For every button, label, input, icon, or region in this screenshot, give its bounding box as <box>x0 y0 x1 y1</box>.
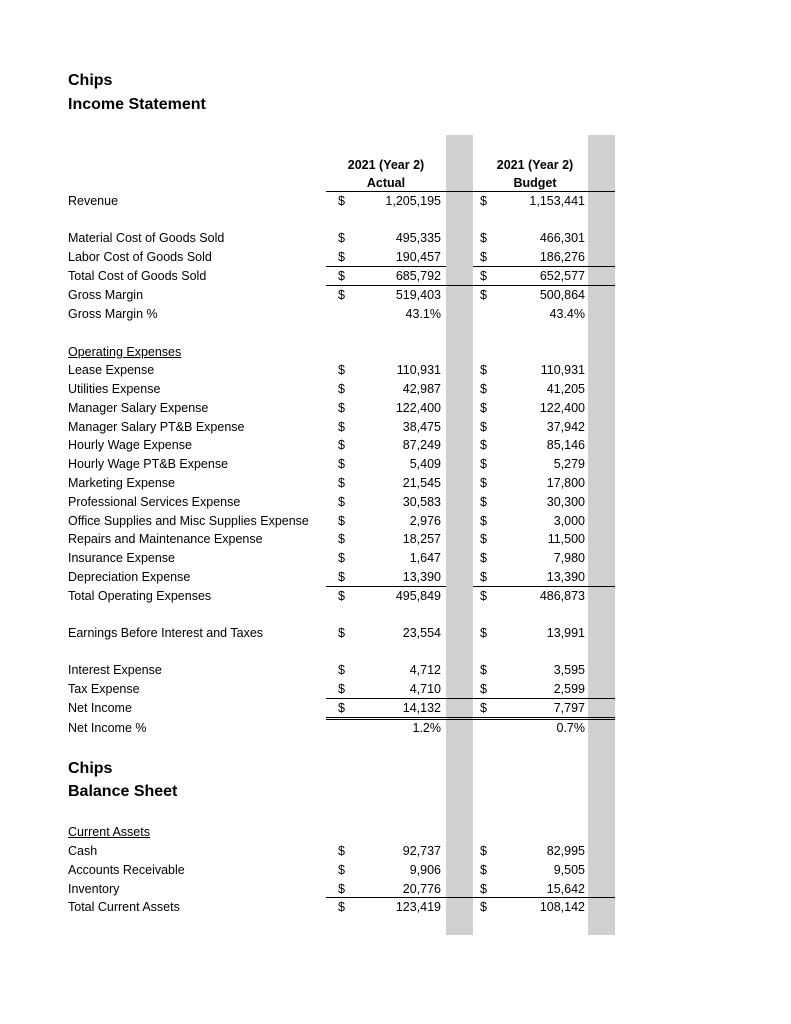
actual-currency-symbol: $ <box>338 269 345 283</box>
table-row <box>0 719 791 738</box>
row-label: Manager Salary Expense <box>68 401 209 415</box>
row-label: Net Income <box>68 701 132 715</box>
balance-company-name: Chips <box>68 760 113 777</box>
table-row <box>0 512 791 531</box>
actual-currency-symbol: $ <box>338 551 345 565</box>
budget-currency-symbol: $ <box>480 476 487 490</box>
budget-value: 0.7% <box>556 721 585 735</box>
budget-currency-symbol: $ <box>480 269 487 283</box>
actual-currency-symbol: $ <box>338 570 345 584</box>
budget-value: 13,991 <box>546 626 585 640</box>
budget-currency-symbol: $ <box>480 288 487 302</box>
actual-value: 122,400 <box>395 401 441 415</box>
actual-value: 23,554 <box>402 626 441 640</box>
row-label: Gross Margin % <box>68 307 158 321</box>
table-row <box>0 549 791 568</box>
budget-currency-symbol: $ <box>480 663 487 677</box>
table-row <box>0 286 791 305</box>
table-row <box>0 624 791 643</box>
actual-value: 4,710 <box>409 682 441 696</box>
row-label: Gross Margin <box>68 288 144 302</box>
table-row <box>0 267 791 286</box>
actual-value: 13,390 <box>402 570 441 584</box>
budget-value: 108,142 <box>539 900 585 914</box>
actual-value: 38,475 <box>402 420 441 434</box>
table-row <box>0 898 791 917</box>
row-label: Depreciation Expense <box>68 570 191 584</box>
actual-currency-symbol: $ <box>338 844 345 858</box>
actual-currency-symbol: $ <box>338 250 345 264</box>
budget-value: 41,205 <box>546 382 585 396</box>
balance-sheet-title: Balance Sheet <box>68 783 178 800</box>
row-label: Total Cost of Goods Sold <box>68 269 207 283</box>
company-name: Chips <box>68 72 113 89</box>
budget-value: 13,390 <box>546 570 585 584</box>
table-row <box>0 530 791 549</box>
table-row <box>0 455 791 474</box>
double-rule-bottom <box>326 719 615 720</box>
actual-currency-symbol: $ <box>338 363 345 377</box>
actual-value: 1,647 <box>409 551 441 565</box>
actual-currency-symbol: $ <box>338 194 345 208</box>
table-row <box>0 229 791 248</box>
row-label: Professional Services Expense <box>68 495 241 509</box>
budget-value: 486,873 <box>539 589 585 603</box>
actual-value: 92,737 <box>402 844 441 858</box>
budget-value: 466,301 <box>539 231 585 245</box>
row-label: Labor Cost of Goods Sold <box>68 250 212 264</box>
table-row <box>0 380 791 399</box>
budget-currency-symbol: $ <box>480 514 487 528</box>
budget-currency-symbol: $ <box>480 682 487 696</box>
row-label: Repairs and Maintenance Expense <box>68 532 263 546</box>
budget-currency-symbol: $ <box>480 882 487 896</box>
table-row <box>0 493 791 512</box>
budget-column-header-label: Budget <box>513 176 557 190</box>
row-label: Total Operating Expenses <box>68 589 212 603</box>
budget-value: 652,577 <box>539 269 585 283</box>
actual-currency-symbol: $ <box>338 476 345 490</box>
actual-currency-symbol: $ <box>338 438 345 452</box>
double-rule-top <box>326 717 615 718</box>
table-row <box>0 680 791 699</box>
actual-value: 123,419 <box>395 900 441 914</box>
row-label: Hourly Wage PT&B Expense <box>68 457 229 471</box>
budget-currency-symbol: $ <box>480 900 487 914</box>
actual-value: 18,257 <box>402 532 441 546</box>
row-label: Office Supplies and Misc Supplies Expense <box>68 514 309 528</box>
budget-value: 2,599 <box>553 682 585 696</box>
budget-value: 7,797 <box>553 701 585 715</box>
subtotal-rule <box>326 285 615 286</box>
subtotal-rule <box>326 897 615 898</box>
budget-value: 500,864 <box>539 288 585 302</box>
row-label: Earnings Before Interest and Taxes <box>68 626 264 640</box>
row-label: Operating Expenses <box>68 345 182 359</box>
actual-value: 495,335 <box>395 231 441 245</box>
budget-currency-symbol: $ <box>480 495 487 509</box>
subtotal-rule <box>473 586 615 587</box>
actual-currency-symbol: $ <box>338 682 345 696</box>
row-label: Total Current Assets <box>68 900 180 914</box>
budget-currency-symbol: $ <box>480 250 487 264</box>
actual-value: 5,409 <box>409 457 441 471</box>
row-label: Accounts Receivable <box>68 863 185 877</box>
budget-value: 3,595 <box>553 663 585 677</box>
table-row <box>0 699 791 718</box>
budget-currency-symbol: $ <box>480 231 487 245</box>
actual-currency-symbol: $ <box>338 401 345 415</box>
actual-value: 685,792 <box>395 269 441 283</box>
actual-value: 4,712 <box>409 663 441 677</box>
table-row <box>0 587 791 606</box>
actual-value: 519,403 <box>395 288 441 302</box>
budget-value: 5,279 <box>553 457 585 471</box>
budget-value: 186,276 <box>539 250 585 264</box>
row-label: Utilities Expense <box>68 382 161 396</box>
actual-value: 21,545 <box>402 476 441 490</box>
subtotal-rule <box>326 586 446 587</box>
actual-value: 190,457 <box>395 250 441 264</box>
row-label: Hourly Wage Expense <box>68 438 192 452</box>
actual-value: 9,906 <box>409 863 441 877</box>
budget-value: 15,642 <box>546 882 585 896</box>
budget-currency-symbol: $ <box>480 457 487 471</box>
actual-column-header-label: Actual <box>366 176 406 190</box>
actual-value: 1,205,195 <box>385 194 441 208</box>
table-row <box>0 823 791 842</box>
actual-column-header-year: 2021 (Year 2) <box>347 158 425 172</box>
row-label: Tax Expense <box>68 682 140 696</box>
row-label: Interest Expense <box>68 663 162 677</box>
subtotal-rule <box>473 266 615 267</box>
budget-value: 11,500 <box>547 532 585 546</box>
actual-currency-symbol: $ <box>338 532 345 546</box>
actual-value: 14,132 <box>402 701 441 715</box>
budget-value: 30,300 <box>546 495 585 509</box>
row-label: Net Income % <box>68 721 147 735</box>
table-row <box>0 361 791 380</box>
row-label: Marketing Expense <box>68 476 176 490</box>
actual-currency-symbol: $ <box>338 382 345 396</box>
table-row <box>0 661 791 680</box>
budget-currency-symbol: $ <box>480 701 487 715</box>
table-row <box>0 861 791 880</box>
budget-currency-symbol: $ <box>480 532 487 546</box>
actual-value: 30,583 <box>402 495 441 509</box>
actual-currency-symbol: $ <box>338 495 345 509</box>
subtotal-rule <box>326 698 615 699</box>
row-label: Lease Expense <box>68 363 155 377</box>
budget-value: 82,995 <box>546 844 585 858</box>
actual-currency-symbol: $ <box>338 514 345 528</box>
row-label: Inventory <box>68 882 120 896</box>
budget-value: 7,980 <box>553 551 585 565</box>
income-statement-title: Income Statement <box>68 96 206 113</box>
row-label: Cash <box>68 844 98 858</box>
budget-currency-symbol: $ <box>480 382 487 396</box>
actual-currency-symbol: $ <box>338 231 345 245</box>
budget-currency-symbol: $ <box>480 844 487 858</box>
row-label: Revenue <box>68 194 119 208</box>
budget-currency-symbol: $ <box>480 551 487 565</box>
row-label: Material Cost of Goods Sold <box>68 231 225 245</box>
budget-value: 110,931 <box>540 363 585 377</box>
actual-currency-symbol: $ <box>338 701 345 715</box>
table-row <box>0 842 791 861</box>
budget-currency-symbol: $ <box>480 194 487 208</box>
budget-value: 1,153,441 <box>529 194 585 208</box>
table-row <box>0 568 791 587</box>
table-row <box>0 418 791 437</box>
budget-value: 122,400 <box>539 401 585 415</box>
row-label: Current Assets <box>68 825 150 839</box>
actual-currency-symbol: $ <box>338 589 345 603</box>
budget-value: 17,800 <box>546 476 585 490</box>
actual-currency-symbol: $ <box>338 457 345 471</box>
table-row <box>0 305 791 324</box>
actual-currency-symbol: $ <box>338 863 345 877</box>
actual-currency-symbol: $ <box>338 626 345 640</box>
budget-currency-symbol: $ <box>480 438 487 452</box>
budget-value: 3,000 <box>553 514 585 528</box>
budget-currency-symbol: $ <box>480 589 487 603</box>
budget-currency-symbol: $ <box>480 401 487 415</box>
budget-column-header-year: 2021 (Year 2) <box>496 158 574 172</box>
actual-currency-symbol: $ <box>338 420 345 434</box>
table-row <box>0 436 791 455</box>
row-label: Insurance Expense <box>68 551 176 565</box>
table-row <box>0 248 791 267</box>
actual-value: 87,249 <box>402 438 441 452</box>
budget-value: 85,146 <box>546 438 585 452</box>
subtotal-rule <box>326 266 446 267</box>
budget-value: 9,505 <box>553 863 585 877</box>
table-row <box>0 192 791 211</box>
row-label: Manager Salary PT&B Expense <box>68 420 245 434</box>
budget-value: 37,942 <box>546 420 585 434</box>
actual-currency-symbol: $ <box>338 663 345 677</box>
budget-currency-symbol: $ <box>480 570 487 584</box>
actual-value: 42,987 <box>402 382 441 396</box>
actual-value: 110,931 <box>396 363 441 377</box>
actual-value: 43.1% <box>405 307 441 321</box>
budget-currency-symbol: $ <box>480 863 487 877</box>
budget-currency-symbol: $ <box>480 626 487 640</box>
actual-value: 1.2% <box>412 721 441 735</box>
actual-value: 2,976 <box>409 514 441 528</box>
actual-currency-symbol: $ <box>338 900 345 914</box>
table-row <box>0 343 791 362</box>
actual-currency-symbol: $ <box>338 882 345 896</box>
actual-value: 20,776 <box>402 882 441 896</box>
budget-currency-symbol: $ <box>480 420 487 434</box>
table-row <box>0 474 791 493</box>
actual-value: 495,849 <box>395 589 441 603</box>
budget-currency-symbol: $ <box>480 363 487 377</box>
budget-value: 43.4% <box>549 307 585 321</box>
table-row <box>0 399 791 418</box>
actual-currency-symbol: $ <box>338 288 345 302</box>
